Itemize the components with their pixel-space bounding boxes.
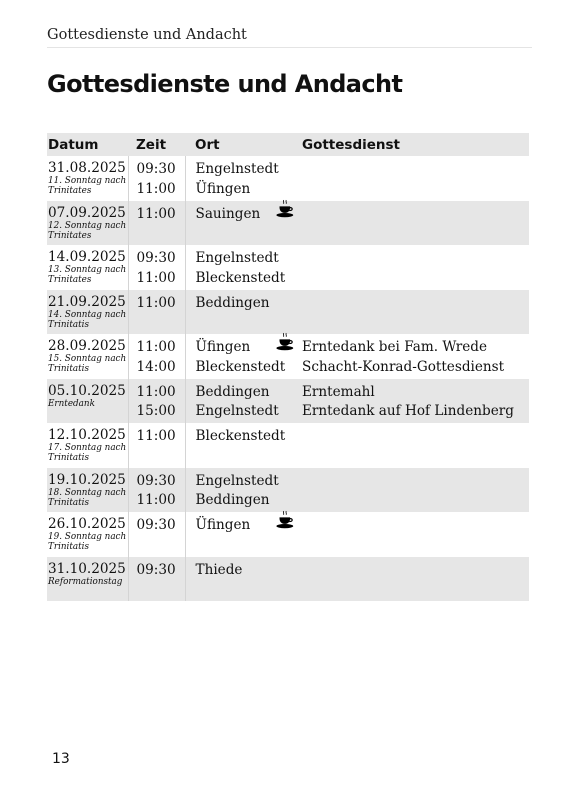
service-time: 09:30	[136, 161, 176, 177]
time-cell	[128, 156, 185, 201]
service-cell	[299, 423, 529, 468]
header-row	[47, 133, 529, 156]
table-row	[47, 379, 529, 424]
time-cell	[128, 334, 185, 379]
table-header	[47, 133, 529, 156]
service-date: 31.08.2025	[48, 160, 126, 176]
liturgical-day: Erntedank	[48, 398, 95, 409]
place-cell	[185, 423, 299, 468]
place-cell	[185, 290, 299, 335]
date-cell	[47, 557, 128, 602]
place-name: Üfingen	[195, 180, 251, 197]
service-cell	[299, 379, 529, 424]
service-date: 14.09.2025	[48, 249, 126, 265]
date-cell	[47, 468, 128, 513]
coffee-cup-icon	[274, 510, 296, 532]
service-place	[196, 249, 299, 269]
place-name: Engelnstedt	[195, 403, 279, 419]
service-time: 11:00	[136, 294, 176, 311]
date-cell	[47, 379, 128, 424]
place-name: Thiede	[195, 561, 243, 578]
service-cell	[299, 245, 529, 290]
service-time: 11:00	[136, 269, 176, 286]
table-row	[47, 512, 529, 557]
place-cell	[185, 156, 299, 201]
place-name: Sauingen	[195, 205, 261, 222]
place-cell	[185, 468, 299, 513]
liturgical-day: 15. Sonntag nach Trinitatis	[48, 354, 127, 374]
header-service: Gottesdienst	[302, 136, 401, 153]
header-time: Zeit	[136, 136, 167, 153]
service-description: Erntedank auf Hof Lindenberg	[302, 403, 514, 419]
place-name: Beddingen	[195, 383, 270, 400]
service-place	[196, 561, 299, 581]
service-time: 11:00	[136, 383, 176, 400]
service-date: 21.09.2025	[48, 293, 126, 310]
service-place	[196, 160, 299, 180]
service-cell	[299, 156, 529, 201]
table-row	[47, 290, 529, 335]
service-date: 07.09.2025	[48, 204, 126, 221]
service-time: 11:00	[136, 339, 176, 355]
time-cell	[128, 245, 185, 290]
place-cell	[185, 512, 299, 557]
service-description: Schacht-Konrad-Gottesdienst	[302, 358, 505, 375]
service-time: 09:30	[136, 472, 176, 489]
place-cell	[185, 334, 299, 379]
date-cell	[47, 512, 128, 557]
service-time: 09:30	[136, 250, 176, 266]
place-name: Beddingen	[195, 294, 270, 311]
table-row	[47, 201, 529, 246]
liturgical-day: Reformationstag	[48, 576, 123, 587]
service-time: 11:00	[136, 205, 176, 222]
coffee-cup-icon	[274, 332, 296, 354]
time-cell	[128, 290, 185, 335]
liturgical-day: 18. Sonntag nach Trinitatis	[48, 487, 127, 508]
header-date: Datum	[48, 136, 99, 153]
service-cell	[299, 512, 529, 557]
table-row	[47, 557, 529, 602]
service-place	[196, 491, 299, 511]
service-place	[196, 338, 299, 358]
service-place	[196, 516, 299, 536]
liturgical-day: 17. Sonntag nach Trinitatis	[48, 443, 127, 463]
service-place	[196, 472, 299, 492]
place-name: Engelnstedt	[195, 472, 279, 489]
place-name: Üfingen	[195, 339, 251, 355]
service-place	[196, 358, 299, 378]
service-place	[196, 180, 299, 200]
service-cell	[299, 468, 529, 513]
liturgical-day: 14. Sonntag nach Trinitatis	[48, 309, 127, 330]
place-name: Üfingen	[195, 517, 251, 533]
page-number: 13	[52, 751, 70, 767]
place-cell	[185, 245, 299, 290]
service-date: 26.10.2025	[48, 516, 126, 532]
service-cell	[299, 290, 529, 335]
place-cell	[185, 201, 299, 246]
service-place	[196, 205, 299, 225]
service-place	[196, 383, 299, 403]
time-cell	[128, 201, 185, 246]
service-cell	[299, 334, 529, 379]
service-date: 12.10.2025	[48, 427, 126, 443]
place-name: Engelnstedt	[195, 250, 279, 266]
table-row	[47, 423, 529, 468]
header-place: Ort	[195, 136, 220, 153]
running-header: Gottesdienste und Andacht	[47, 27, 532, 48]
date-cell	[47, 156, 128, 201]
service-description: Erntedank bei Fam. Wrede	[302, 339, 488, 355]
date-cell	[47, 290, 128, 335]
liturgical-day: 13. Sonntag nach Trinitates	[48, 265, 127, 285]
time-cell	[128, 512, 185, 557]
place-cell	[185, 379, 299, 424]
coffee-cup-icon	[274, 199, 296, 221]
time-cell	[128, 379, 185, 424]
time-cell	[128, 423, 185, 468]
place-name: Bleckenstedt	[195, 358, 286, 375]
place-cell	[185, 557, 299, 602]
service-time: 09:30	[136, 517, 176, 533]
place-name: Bleckenstedt	[195, 269, 286, 286]
service-date: 05.10.2025	[48, 382, 126, 399]
liturgical-day: 12. Sonntag nach Trinitates	[48, 220, 127, 241]
service-date: 19.10.2025	[48, 471, 126, 488]
time-cell	[128, 557, 185, 602]
service-time: 15:00	[136, 403, 176, 419]
service-date: 28.09.2025	[48, 338, 126, 354]
service-place	[196, 269, 299, 289]
page-title: Gottesdienste und Andacht	[47, 70, 403, 98]
place-name: Bleckenstedt	[195, 428, 286, 444]
service-place	[196, 294, 299, 314]
place-name: Beddingen	[195, 492, 270, 508]
time-cell	[128, 468, 185, 513]
place-name: Engelnstedt	[195, 161, 279, 177]
table-row	[47, 334, 529, 379]
service-place	[196, 402, 299, 422]
service-cell	[299, 557, 529, 602]
date-cell	[47, 334, 128, 379]
table-body	[47, 156, 529, 601]
date-cell	[47, 423, 128, 468]
table-row	[47, 468, 529, 513]
table-row	[47, 156, 529, 201]
service-time: 11:00	[136, 428, 176, 444]
service-time: 09:30	[136, 561, 176, 578]
service-place	[196, 427, 299, 447]
service-time: 11:00	[136, 180, 176, 197]
date-cell	[47, 201, 128, 246]
service-date: 31.10.2025	[48, 560, 126, 577]
liturgical-day: 11. Sonntag nach Trinitates	[48, 176, 127, 196]
date-cell	[47, 245, 128, 290]
service-description: Erntemahl	[302, 383, 375, 400]
service-schedule-table	[47, 133, 529, 601]
service-time: 11:00	[136, 492, 176, 508]
liturgical-day: 19. Sonntag nach Trinitatis	[48, 532, 127, 552]
service-cell	[299, 201, 529, 246]
table-row	[47, 245, 529, 290]
service-time: 14:00	[136, 358, 176, 375]
